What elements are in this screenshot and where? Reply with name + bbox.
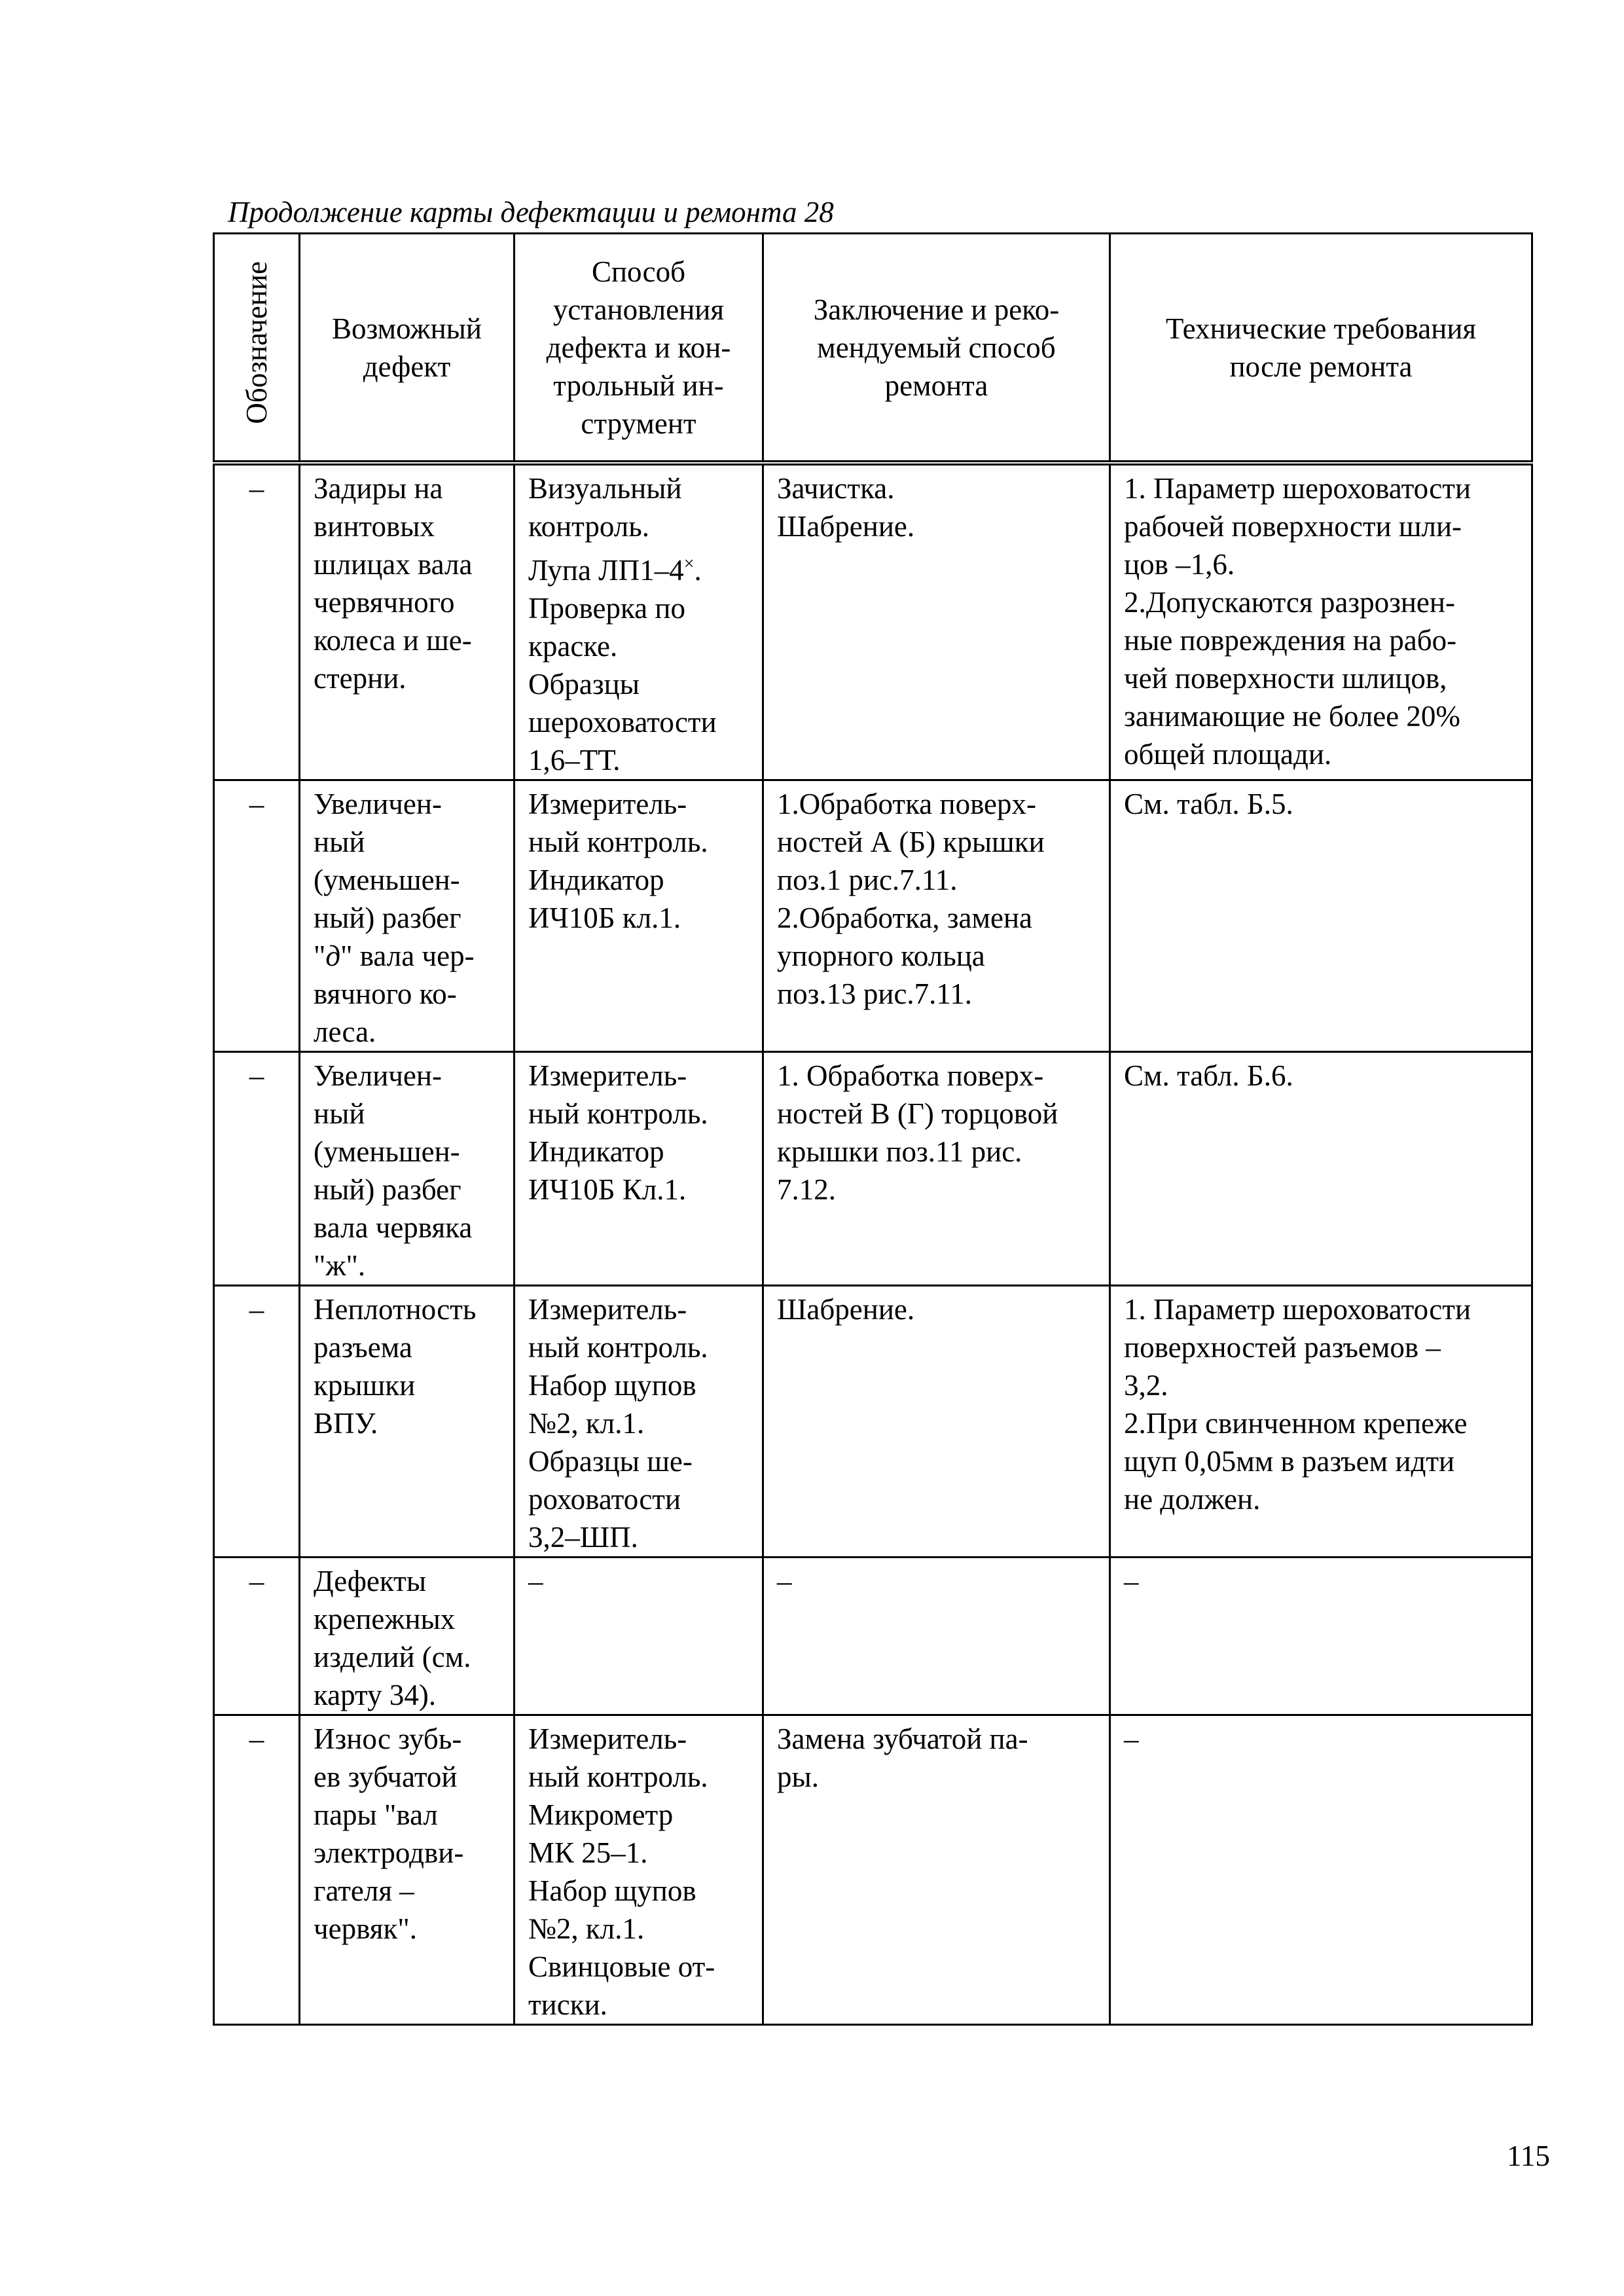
header-defect: Возможный дефект	[300, 234, 514, 464]
row-conclusion: 1. Обработка поверх- ностей В (Г) торцовой крышки поз.11 рис. 7.12.	[763, 1052, 1110, 1286]
row-designation: –	[214, 1715, 300, 2025]
row-method: Измеритель- ный контроль. Набор щупов №2, кл.1. Образцы ше- роховатости 3,2–ШП.	[514, 1286, 763, 1558]
table-row	[214, 1052, 1532, 1286]
row-method: Измеритель- ный контроль. Индикатор ИЧ10Б Кл.1.	[514, 1052, 763, 1286]
header-conclusion: Заключение и реко- мендуемый способ ремонта	[763, 234, 1110, 464]
table-row	[214, 1286, 1532, 1558]
row-requirements: –	[1110, 1715, 1532, 2025]
row-defect: Увеличен- ный (уменьшен- ный) разбег вала червяка "ж".	[300, 1052, 514, 1286]
header-designation-label: Обозначение	[240, 261, 273, 424]
row-designation: –	[214, 463, 300, 780]
table-caption: Продолжение карты дефектации и ремонта 28	[228, 196, 834, 228]
defect-repair-table	[213, 232, 1533, 2026]
row-requirements: 1. Параметр шероховатости поверхностей разъемов – 3,2. 2.При свинченном крепеже щуп 0,05мм в разъем идти не должен.	[1110, 1286, 1532, 1558]
row-method-superscript: ×	[683, 554, 695, 574]
row-conclusion: Шабрение.	[763, 1286, 1110, 1558]
row-requirements: См. табл. Б.5.	[1110, 780, 1532, 1052]
row-requirements: –	[1110, 1558, 1532, 1715]
row-method: Измеритель- ный контроль. Микрометр МК 25–1. Набор щупов №2, кл.1. Свинцовые от- тиски.	[514, 1715, 763, 2025]
row-designation: –	[214, 1052, 300, 1286]
table-header-row	[214, 234, 1532, 464]
row-designation: –	[214, 1286, 300, 1558]
row-defect-text: Увеличен- ный (уменьшен- ный) разбег "	[314, 788, 461, 972]
table-row	[214, 1558, 1532, 1715]
row-conclusion: Замена зубчатой па- ры.	[763, 1715, 1110, 2025]
row-defect: Неплотность разъема крышки ВПУ.	[300, 1286, 514, 1558]
row-defect	[300, 780, 514, 1052]
row-conclusion: –	[763, 1558, 1110, 1715]
row-method: Измеритель- ный контроль. Индикатор ИЧ10Б кл.1.	[514, 780, 763, 1052]
row-defect: Задиры на винтовых шлицах вала червячного колеса и ше- стерни.	[300, 463, 514, 780]
row-defect-text-continued: " вала чер- вячного ко- леса.	[314, 939, 475, 1048]
row-designation: –	[214, 780, 300, 1052]
table-row	[214, 463, 1532, 780]
page-number: 115	[1507, 2140, 1550, 2172]
row-method	[514, 463, 763, 780]
table-row	[214, 780, 1532, 1052]
row-conclusion: Зачистка. Шабрение.	[763, 463, 1110, 780]
row-method-text: Визуальный контроль. Лупа ЛП1–4	[528, 472, 684, 587]
header-designation	[214, 234, 300, 464]
row-defect: Дефекты крепежных изделий (см. карту 34).	[300, 1558, 514, 1715]
row-defect-italic-letter: д	[325, 939, 341, 972]
header-requirements: Технические требования после ремонта	[1110, 234, 1532, 464]
row-method: –	[514, 1558, 763, 1715]
row-defect: Износ зубь- ев зубчатой пары "вал электродви- гателя – червяк".	[300, 1715, 514, 2025]
row-designation: –	[214, 1558, 300, 1715]
row-conclusion: 1.Обработка поверх- ностей А (Б) крышки поз.1 рис.7.11. 2.Обработка, замена упорного кольца поз.13 рис.7.11.	[763, 780, 1110, 1052]
row-requirements: 1. Параметр шероховатости рабочей поверхности шли- цов –1,6. 2.Допускаются разрознен- ные повреждения на рабо- чей поверхности шлицов, занимающие не более 20% общей площади.	[1110, 463, 1532, 780]
header-method: Способ установления дефекта и кон- трольный ин- струмент	[514, 234, 763, 464]
row-requirements: См. табл. Б.6.	[1110, 1052, 1532, 1286]
row-method-text-continued: . Проверка по краске. Образцы шероховатости 1,6–ТТ.	[528, 554, 717, 776]
table-row	[214, 1715, 1532, 2025]
